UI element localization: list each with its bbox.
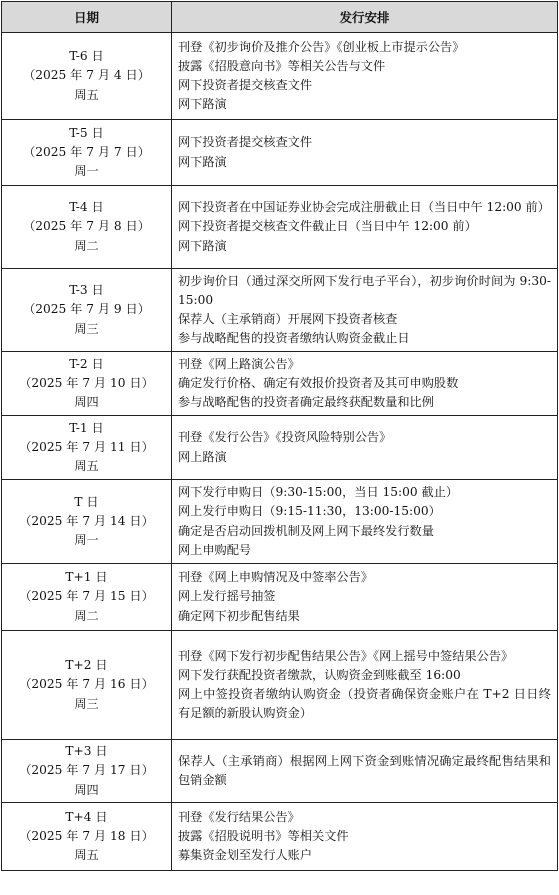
- table-row: [2, 120, 558, 186]
- date-cell: [2, 631, 172, 740]
- weekday: 周四: [74, 395, 99, 410]
- table-row: [2, 269, 558, 352]
- schedule-item: 刊登《网上申购情况及中签率公告》: [178, 570, 373, 585]
- day-label: T+1 日: [65, 570, 108, 585]
- schedule-cell: [172, 33, 558, 120]
- day-label: T-6 日: [69, 49, 104, 64]
- calendar-date: （2025 年 7 月 17 日）: [19, 763, 154, 778]
- schedule-item: 网下路演: [178, 154, 227, 169]
- schedule-cell: [172, 120, 558, 186]
- day-label: T 日: [74, 494, 99, 509]
- date-cell: [2, 480, 172, 564]
- weekday: 周一: [74, 164, 99, 179]
- schedule-item: 刊登《网上路演公告》: [178, 356, 300, 371]
- date-cell: [2, 269, 172, 352]
- date-cell: [2, 740, 172, 803]
- table-row: [2, 564, 558, 631]
- table-row: [2, 416, 558, 480]
- date-cell: [2, 120, 172, 186]
- schedule-item: 网上发行申购日（9:15-11:30，13:00-15:00）: [178, 504, 441, 519]
- table-row: [2, 186, 558, 269]
- schedule-item: 网上申购配号: [178, 542, 252, 557]
- weekday: 周二: [74, 608, 99, 623]
- calendar-date: （2025 年 7 月 18 日）: [19, 828, 154, 843]
- date-cell: [2, 33, 172, 120]
- schedule-item: 网上路演: [178, 449, 227, 464]
- schedule-cell: [172, 480, 558, 564]
- calendar-date: （2025 年 7 月 7 日）: [23, 144, 150, 159]
- schedule-item: 刊登《网下发行初步配售结果公告》《网上摇号中签结果公告》: [178, 648, 514, 663]
- schedule-item: 网下投资者提交核查文件截止日（当日中午 12:00 前）: [178, 219, 477, 234]
- date-cell: [2, 564, 172, 631]
- day-label: T+2 日: [65, 658, 108, 673]
- table-row: [2, 33, 558, 120]
- weekday: 周三: [74, 696, 99, 711]
- date-column-header: 日期: [2, 2, 172, 33]
- calendar-date: （2025 年 7 月 8 日）: [23, 219, 150, 234]
- schedule-cell: [172, 186, 558, 269]
- schedule-item: 确定发行价格、确定有效报价投资者及其可申购股数: [178, 375, 459, 390]
- schedule-item: 保荐人（主承销商）根据网上网下资金到账情况确定最终配售结果和包销金额: [178, 753, 551, 787]
- weekday: 周四: [74, 782, 99, 797]
- schedule-cell: [172, 352, 558, 416]
- schedule-item: 披露《招股意向书》等相关公告与文件: [178, 58, 386, 73]
- schedule-column-header: 发行安排: [172, 2, 558, 33]
- schedule-item: 网上发行摇号抽签: [178, 589, 276, 604]
- day-label: T-3 日: [69, 283, 104, 298]
- schedule-item: 网下发行获配投资者缴款，认购资金到账截至 16:00: [178, 667, 461, 682]
- calendar-date: （2025 年 7 月 11 日）: [19, 439, 154, 454]
- date-cell: [2, 416, 172, 480]
- schedule-cell: [172, 269, 558, 352]
- table-row: [2, 740, 558, 803]
- schedule-item: 网下投资者在中国证券业协会完成注册截止日（当日中午 12:00 前）: [178, 200, 550, 215]
- weekday: 周五: [74, 459, 99, 474]
- schedule-item: 网下投资者提交核查文件: [178, 135, 313, 150]
- schedule-cell: [172, 740, 558, 803]
- schedule-item: 网下投资者提交核查文件: [178, 78, 313, 92]
- day-label: T+4 日: [65, 809, 108, 824]
- weekday: 周五: [74, 848, 99, 863]
- date-cell: [2, 186, 172, 269]
- schedule-item: 网下路演: [178, 238, 227, 253]
- schedule-item: 确定是否启动回拨机制及网上网下最终发行数量: [178, 523, 434, 538]
- calendar-date: （2025 年 7 月 4 日）: [23, 68, 150, 83]
- weekday: 周二: [74, 238, 99, 253]
- schedule-item: 披露《招股说明书》等相关文件: [178, 828, 349, 843]
- schedule-item: 网上中签投资者缴纳认购资金（投资者确保资金账户在 T+2 日日终有足额的新股认购资金）: [178, 687, 551, 721]
- table-row: [2, 352, 558, 416]
- table-row: [2, 803, 558, 871]
- calendar-date: （2025 年 7 月 16 日）: [19, 677, 154, 692]
- issuance-schedule-table: [1, 1, 558, 871]
- weekday: 周五: [74, 87, 99, 102]
- date-cell: [2, 803, 172, 871]
- day-label: T-4 日: [69, 200, 104, 215]
- schedule-item: 参与战略配售的投资者确定最终获配数量和比例: [178, 395, 434, 410]
- schedule-item: 网下发行申购日（9:30-15:00，当日 15:00 截止）: [178, 485, 459, 500]
- day-label: T-1 日: [69, 420, 104, 435]
- calendar-date: （2025 年 7 月 15 日）: [19, 589, 154, 604]
- schedule-item: 刊登《发行结果公告》: [178, 809, 300, 824]
- calendar-date: （2025 年 7 月 9 日）: [23, 302, 150, 317]
- schedule-item: 初步询价日（通过深交所网下发行电子平台），初步询价时间为 9:30-15:00: [178, 273, 551, 307]
- weekday: 周一: [74, 533, 99, 548]
- day-label: T-5 日: [69, 125, 104, 140]
- schedule-item: 刊登《发行公告》《投资风险特别公告》: [178, 430, 392, 445]
- schedule-item: 保荐人（主承销商）开展网下投资者核查: [178, 312, 398, 326]
- schedule-cell: [172, 416, 558, 480]
- schedule-cell: [172, 631, 558, 740]
- schedule-item: 网下路演: [178, 97, 227, 112]
- schedule-cell: [172, 803, 558, 871]
- date-cell: [2, 352, 172, 416]
- schedule-item: 参与战略配售的投资者缴纳认购资金截止日: [178, 331, 410, 346]
- schedule-item: 募集资金划至发行人账户: [178, 848, 313, 863]
- schedule-item: 刊登《初步询价及推介公告》《创业板上市提示公告》: [178, 39, 465, 54]
- schedule-cell: [172, 564, 558, 631]
- table-row: [2, 631, 558, 740]
- day-label: T+3 日: [65, 744, 108, 759]
- table-row: [2, 480, 558, 564]
- header-row: [2, 2, 558, 33]
- day-label: T-2 日: [69, 356, 104, 371]
- weekday: 周三: [74, 321, 99, 336]
- schedule-item: 确定网下初步配售结果: [178, 608, 300, 623]
- calendar-date: （2025 年 7 月 10 日）: [19, 375, 154, 390]
- calendar-date: （2025 年 7 月 14 日）: [19, 513, 154, 528]
